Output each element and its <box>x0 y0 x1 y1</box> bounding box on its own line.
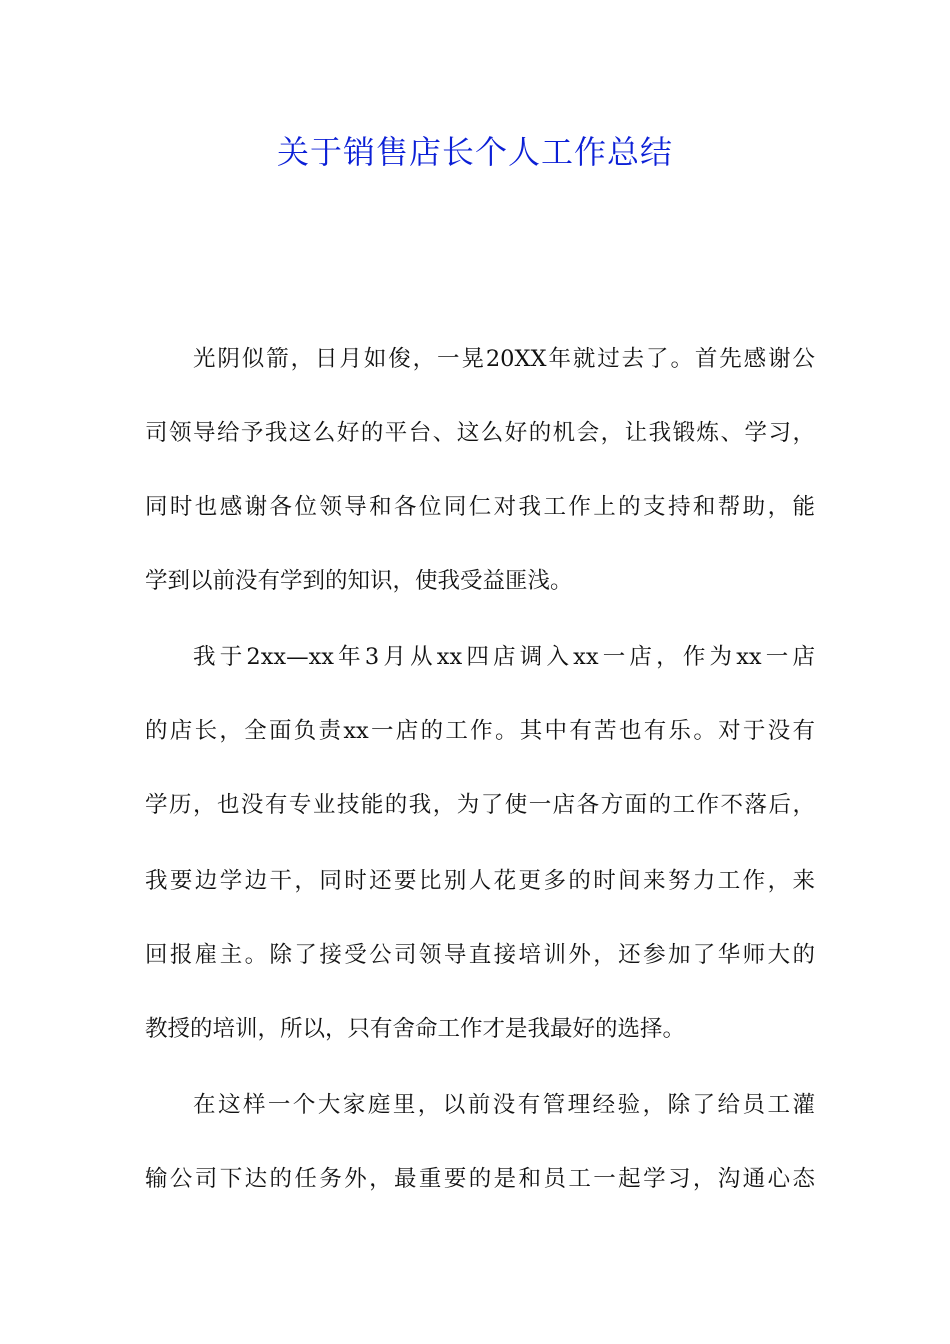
paragraph-line: 的店长，全面负责xx一店的工作。其中有苦也有乐。对于没有 <box>145 718 815 744</box>
paragraph-line: 同时也感谢各位领导和各位同仁对我工作上的支持和帮助，能 <box>145 494 815 520</box>
paragraph-line: 在这样一个大家庭里，以前没有管理经验，除了给员工灌 <box>193 1092 815 1118</box>
paragraph-line: 学到以前没有学到的知识，使我受益匪浅。 <box>145 568 573 594</box>
paragraph-line: 我要边学边干，同时还要比别人花更多的时间来努力工作，来 <box>145 868 815 894</box>
paragraph-line: 教授的培训，所以，只有舍命工作才是我最好的选择。 <box>145 1016 686 1042</box>
paragraph-line: 司领导给予我这么好的平台、这么好的机会，让我锻炼、学习， <box>145 420 815 446</box>
paragraph-line: 输公司下达的任务外，最重要的是和员工一起学习，沟通心态 <box>145 1166 815 1192</box>
paragraph-line: 回报雇主。除了接受公司领导直接培训外，还参加了华师大的 <box>145 942 815 968</box>
paragraph-line: 我于2xx—xx年3月从xx四店调入xx一店，作为xx一店 <box>193 644 815 670</box>
paragraph-line: 光阴似箭，日月如俊，一晃20XX年就过去了。首先感谢公 <box>193 346 815 372</box>
paragraph-line: 学历，也没有专业技能的我，为了使一店各方面的工作不落后， <box>145 792 815 818</box>
document-title: 关于销售店长个人工作总结 <box>276 133 673 171</box>
